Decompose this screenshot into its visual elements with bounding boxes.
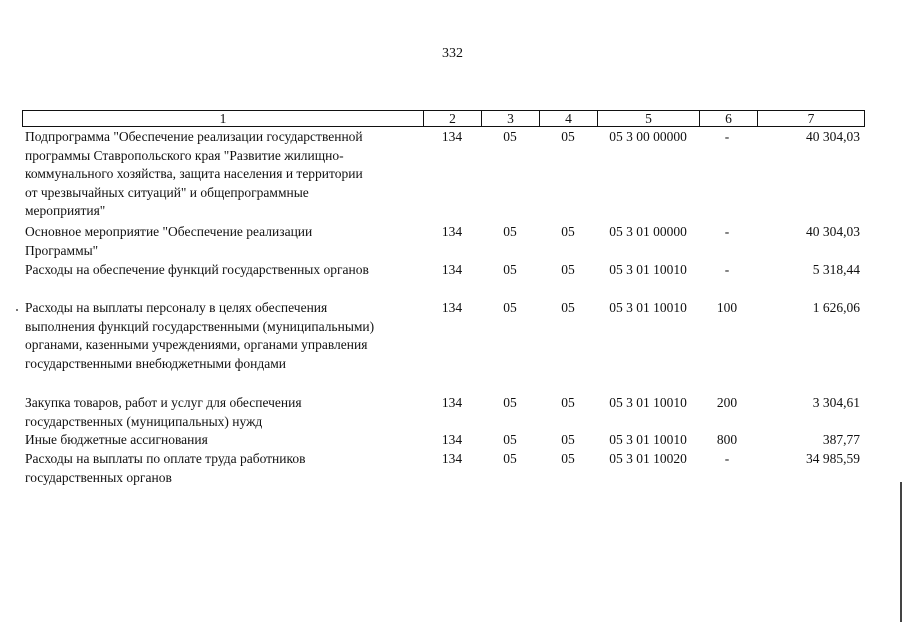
header-col-3: 3 bbox=[481, 111, 539, 126]
row-subsection-code: 05 bbox=[561, 451, 575, 466]
row-name-line: от чрезвычайных ситуаций" и общепрограммные bbox=[25, 184, 309, 200]
row-ministry-code: 134 bbox=[441, 432, 463, 447]
row-subsection-code: 05 bbox=[561, 262, 575, 277]
row-expense-type: - bbox=[724, 262, 730, 277]
table-header bbox=[22, 110, 865, 127]
row-name-line: Расходы на обеспечение функций государственных органов bbox=[25, 262, 369, 277]
row-name bbox=[25, 261, 420, 280]
header-col-2: 2 bbox=[423, 111, 481, 126]
row-target-code: 05 3 01 00000 bbox=[609, 224, 687, 239]
row-name-line: государственных (муниципальных) нужд bbox=[25, 413, 263, 429]
row-subsection-code: 05 bbox=[561, 432, 575, 447]
row-amount: 40 304,03 bbox=[806, 224, 860, 239]
row-name bbox=[25, 128, 420, 221]
row-name bbox=[25, 223, 420, 260]
row-subsection-code: 05 bbox=[561, 300, 575, 315]
row-amount: 5 318,44 bbox=[812, 262, 860, 277]
row-expense-type: - bbox=[724, 451, 730, 466]
row-ministry-code: 134 bbox=[441, 224, 463, 239]
row-ministry-code: 134 bbox=[441, 451, 463, 466]
row-name-line: Подпрограмма "Обеспечение реализации государственной bbox=[25, 129, 363, 144]
row-subsection-code: 05 bbox=[561, 224, 575, 239]
row-section-code: 05 bbox=[503, 224, 517, 239]
row-section-code: 05 bbox=[503, 395, 517, 410]
row-target-code: 05 3 01 10010 bbox=[609, 300, 687, 315]
scan-edge-line bbox=[900, 482, 902, 622]
row-amount: 387,77 bbox=[822, 432, 860, 447]
row-amount: 3 304,61 bbox=[812, 395, 860, 410]
row-name bbox=[25, 394, 420, 431]
row-section-code: 05 bbox=[503, 300, 517, 315]
row-target-code: 05 3 01 10020 bbox=[609, 451, 687, 466]
row-name-line: мероприятия" bbox=[25, 203, 106, 218]
row-ministry-code: 134 bbox=[441, 262, 463, 277]
row-expense-type: - bbox=[724, 224, 730, 239]
row-name-line: Основное мероприятие "Обеспечение реализации bbox=[25, 224, 313, 239]
row-name-line: органами, казенными учреждениями, органами управления bbox=[25, 337, 368, 352]
row-amount: 34 985,59 bbox=[806, 451, 860, 466]
row-section-code: 05 bbox=[503, 129, 517, 144]
row-amount: 40 304,03 bbox=[806, 129, 860, 144]
row-name-line: Расходы на выплаты по оплате труда работников bbox=[25, 451, 306, 466]
header-col-6: 6 bbox=[699, 111, 757, 126]
page-number: 332 bbox=[442, 46, 463, 61]
row-expense-type: - bbox=[724, 129, 730, 144]
row-name-line: Закупка товаров, работ и услуг для обеспечения bbox=[25, 395, 302, 410]
row-target-code: 05 3 01 10010 bbox=[609, 262, 687, 277]
scan-dot bbox=[16, 309, 18, 311]
header-col-4: 4 bbox=[539, 111, 597, 126]
row-name-line: государственных органов bbox=[25, 469, 172, 485]
row-subsection-code: 05 bbox=[561, 395, 575, 410]
row-target-code: 05 3 00 00000 bbox=[609, 129, 687, 144]
row-name-line: коммунального хозяйства, защита населения и территории bbox=[25, 166, 363, 181]
row-section-code: 05 bbox=[503, 451, 517, 466]
row-name bbox=[25, 431, 420, 450]
row-name bbox=[25, 299, 420, 373]
row-name-line: программы Ставропольского края "Развитие жилищно- bbox=[25, 147, 344, 163]
row-name-line: государственными внебюджетными фондами bbox=[25, 355, 287, 371]
row-section-code: 05 bbox=[503, 432, 517, 447]
row-name bbox=[25, 450, 420, 487]
header-col-5: 5 bbox=[597, 111, 699, 126]
row-name-line: Программы" bbox=[25, 242, 99, 258]
header-col-7: 7 bbox=[757, 111, 864, 126]
header-col-1: 1 bbox=[219, 111, 227, 126]
row-ministry-code: 134 bbox=[441, 129, 463, 144]
row-name-line: Расходы на выплаты персоналу в целях обеспечения bbox=[25, 300, 328, 315]
row-expense-type: 100 bbox=[716, 300, 738, 315]
row-ministry-code: 134 bbox=[441, 300, 463, 315]
row-target-code: 05 3 01 10010 bbox=[609, 395, 687, 410]
row-name-line: Иные бюджетные ассигнования bbox=[25, 432, 208, 447]
row-target-code: 05 3 01 10010 bbox=[609, 432, 687, 447]
row-expense-type: 200 bbox=[716, 395, 738, 410]
row-amount: 1 626,06 bbox=[812, 300, 860, 315]
row-ministry-code: 134 bbox=[441, 395, 463, 410]
row-subsection-code: 05 bbox=[561, 129, 575, 144]
row-expense-type: 800 bbox=[716, 432, 738, 447]
row-name-line: выполнения функций государственными (муниципальными) bbox=[25, 318, 375, 334]
row-section-code: 05 bbox=[503, 262, 517, 277]
